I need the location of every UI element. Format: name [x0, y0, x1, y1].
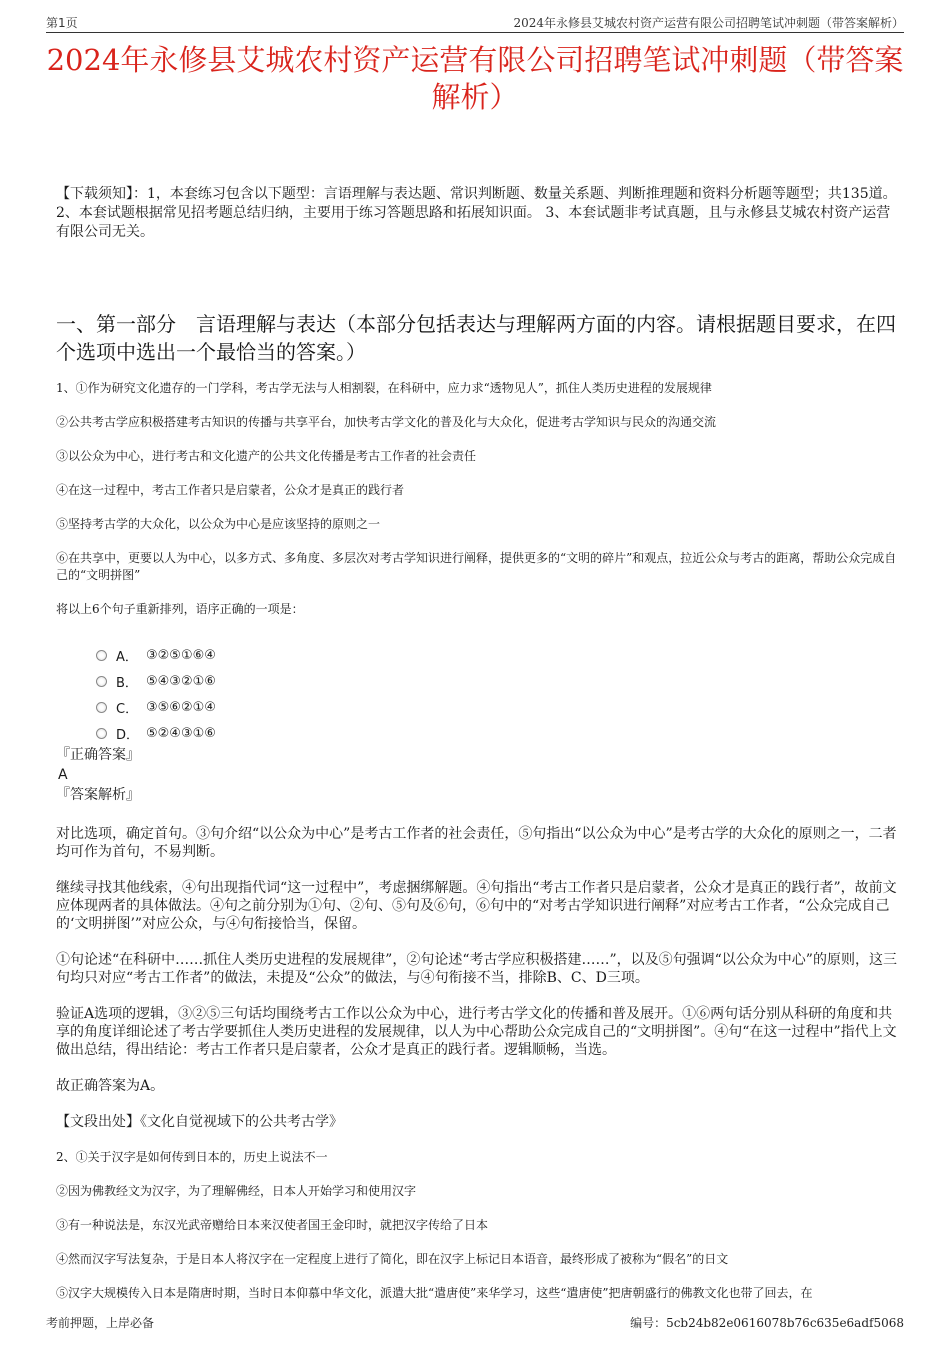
option-d[interactable]	[96, 720, 904, 746]
options-list	[96, 642, 904, 746]
analysis-paragraph: 验证A选项的逻辑，③②⑤三句话均围绕考古工作以公众为中心，进行考古学文化的传播和普及展开。①⑥两句话分别从科研的角度和共享的角度详细论述了考古学要抓住人类历史进程的发展规律，以人为中心帮助公众完成自己的“文明拼图”。④句“在这一过程中”指代上文做出总结，得出结论：考古工作者只是启蒙者，公众才是真正的践行者。逻辑顺畅，当选。	[56, 1006, 897, 1058]
answer-block	[56, 746, 904, 806]
header-divider	[46, 32, 904, 33]
option-text: ⑤④③②①⑥	[146, 673, 216, 689]
question-1	[56, 380, 904, 1131]
option-text: ③⑤⑥②①④	[146, 699, 216, 715]
analysis-label: 『答案解析』	[56, 787, 140, 803]
radio-icon[interactable]	[96, 650, 107, 661]
option-text: ⑤②④③①⑥	[146, 725, 216, 741]
answer-value: A	[58, 767, 68, 783]
question-line: ⑥在共享中，更要以人为中心，以多方式、多角度、多层次对考古学知识进行阐释，提供更多的“文明的碎片”和观点，拉近公众与考古的距离，帮助公众完成自己的“文明拼图”	[56, 551, 897, 582]
question-line: ⑤坚持考古学的大众化，以公众为中心是应该坚持的原则之一	[56, 517, 381, 531]
question-prompt: 将以上6个句子重新排列，语序正确的一项是：	[56, 602, 304, 616]
option-text: ③②⑤①⑥④	[146, 647, 216, 663]
analysis-paragraph: ①句论述“在科研中……抓住人类历史进程的发展规律”，②句论述“考古学应积极搭建……”，以及⑤句强调“以公众为中心”的原则，这三句均只对应“考古工作者”的做法，未提及“公众”的做法，与④句衔接不当，排除B、C、D三项。	[56, 952, 897, 986]
option-letter: B．	[116, 675, 138, 691]
option-a[interactable]	[96, 642, 904, 668]
analysis-paragraph: 对比选项，确定首句。③句介绍“以公众为中心”是考古工作者的社会责任，⑤句指出“以公众为中心”是考古学的大众化的原则之一，二者均可作为首句，不易判断。	[56, 826, 897, 860]
radio-icon[interactable]	[96, 702, 107, 713]
footer-slogan: 考前押题，上岸必备	[46, 1316, 155, 1330]
question-line: ④然而汉字写法复杂，于是日本人将汉字在一定程度上进行了简化，即在汉字上标记日本语音，最终形成了被称为“假名”的日文	[56, 1252, 729, 1266]
option-c[interactable]	[96, 694, 904, 720]
question-line: ④在这一过程中，考古工作者只是启蒙者，公众才是真正的践行者	[56, 483, 405, 497]
page-header	[46, 14, 904, 32]
question-line: ②因为佛教经文为汉字，为了理解佛经，日本人开始学习和使用汉字	[56, 1184, 417, 1198]
question-line: 2、①关于汉字是如何传到日本的，历史上说法不一	[56, 1150, 328, 1164]
analysis-conclusion: 故正确答案为A。	[56, 1078, 165, 1094]
option-letter: D．	[116, 727, 140, 743]
question-line: ②公共考古学应积极搭建考古知识的传播与共享平台，加快考古学文化的普及化与大众化，促进考古学知识与民众的沟通交流	[56, 415, 717, 429]
question-line: ⑤汉字大规模传入日本是隋唐时期，当时日本仰慕中华文化，派遣大批“遣唐使”来华学习，这些“遣唐使”把唐朝盛行的佛教文化也带了回去，在	[56, 1286, 813, 1300]
question-line: ③有一种说法是，东汉光武帝赠给日本来汉使者国王金印时，就把汉字传给了日本	[56, 1218, 489, 1232]
option-letter: C．	[116, 701, 139, 717]
answer-label: 『正确答案』	[56, 747, 140, 763]
option-letter: A．	[116, 649, 138, 665]
section-heading: 一、第一部分 言语理解与表达（本部分包括表达与理解两方面的内容。请根据题目要求，在四个选项中选出一个最恰当的答案。）	[56, 312, 896, 364]
question-2	[56, 1149, 904, 1302]
analysis-paragraph: 继续寻找其他线索，④句出现指代词“这一过程中”，考虑捆绑解题。④句指出“考古工作者只是启蒙者，公众才是真正的践行者”，故前文应体现两者的具体做法。④句之前分别为①句、②句、⑤句及⑥句，⑥句中的“对考古学知识进行阐释”对应考古工作者，“公众完成自己的‘文明拼图’”对应公众，与④句衔接恰当，保留。	[56, 880, 897, 932]
question-line: ③以公众为中心，进行考古和文化遗产的公共文化传播是考古工作者的社会责任	[56, 449, 477, 463]
radio-icon[interactable]	[96, 676, 107, 687]
page-number: 第1页	[46, 16, 78, 30]
radio-icon[interactable]	[96, 728, 107, 739]
main-content	[56, 380, 904, 1319]
footer-serial: 编号：5cb24b82e0616078b76c635e6adf5068	[630, 1316, 904, 1330]
source-citation: 【文段出处】《文化自觉视域下的公共考古学》	[56, 1114, 343, 1130]
option-b[interactable]	[96, 668, 904, 694]
document-title: 2024年永修县艾城农村资产运营有限公司招聘笔试冲刺题（带答案解析）	[46, 43, 904, 114]
header-doc-title: 2024年永修县艾城农村资产运营有限公司招聘笔试冲刺题（带答案解析）	[513, 16, 904, 30]
question-line: 1、①作为研究文化遗存的一门学科，考古学无法与人相割裂，在科研中，应力求“透物见人”，抓住人类历史进程的发展规律	[56, 381, 712, 395]
download-notice: 【下载须知】：1，本套练习包含以下题型：言语理解与表达题、常识判断题、数量关系题、判断推理题和资料分析题等题型；共135道。 2、本套试题根据常见招考题总结归纳，主要用于练习答题思路和拓展知识面。 3、本套试题非考试真题，且与永修县艾城农村资产运营有限公司无关。	[56, 186, 897, 240]
